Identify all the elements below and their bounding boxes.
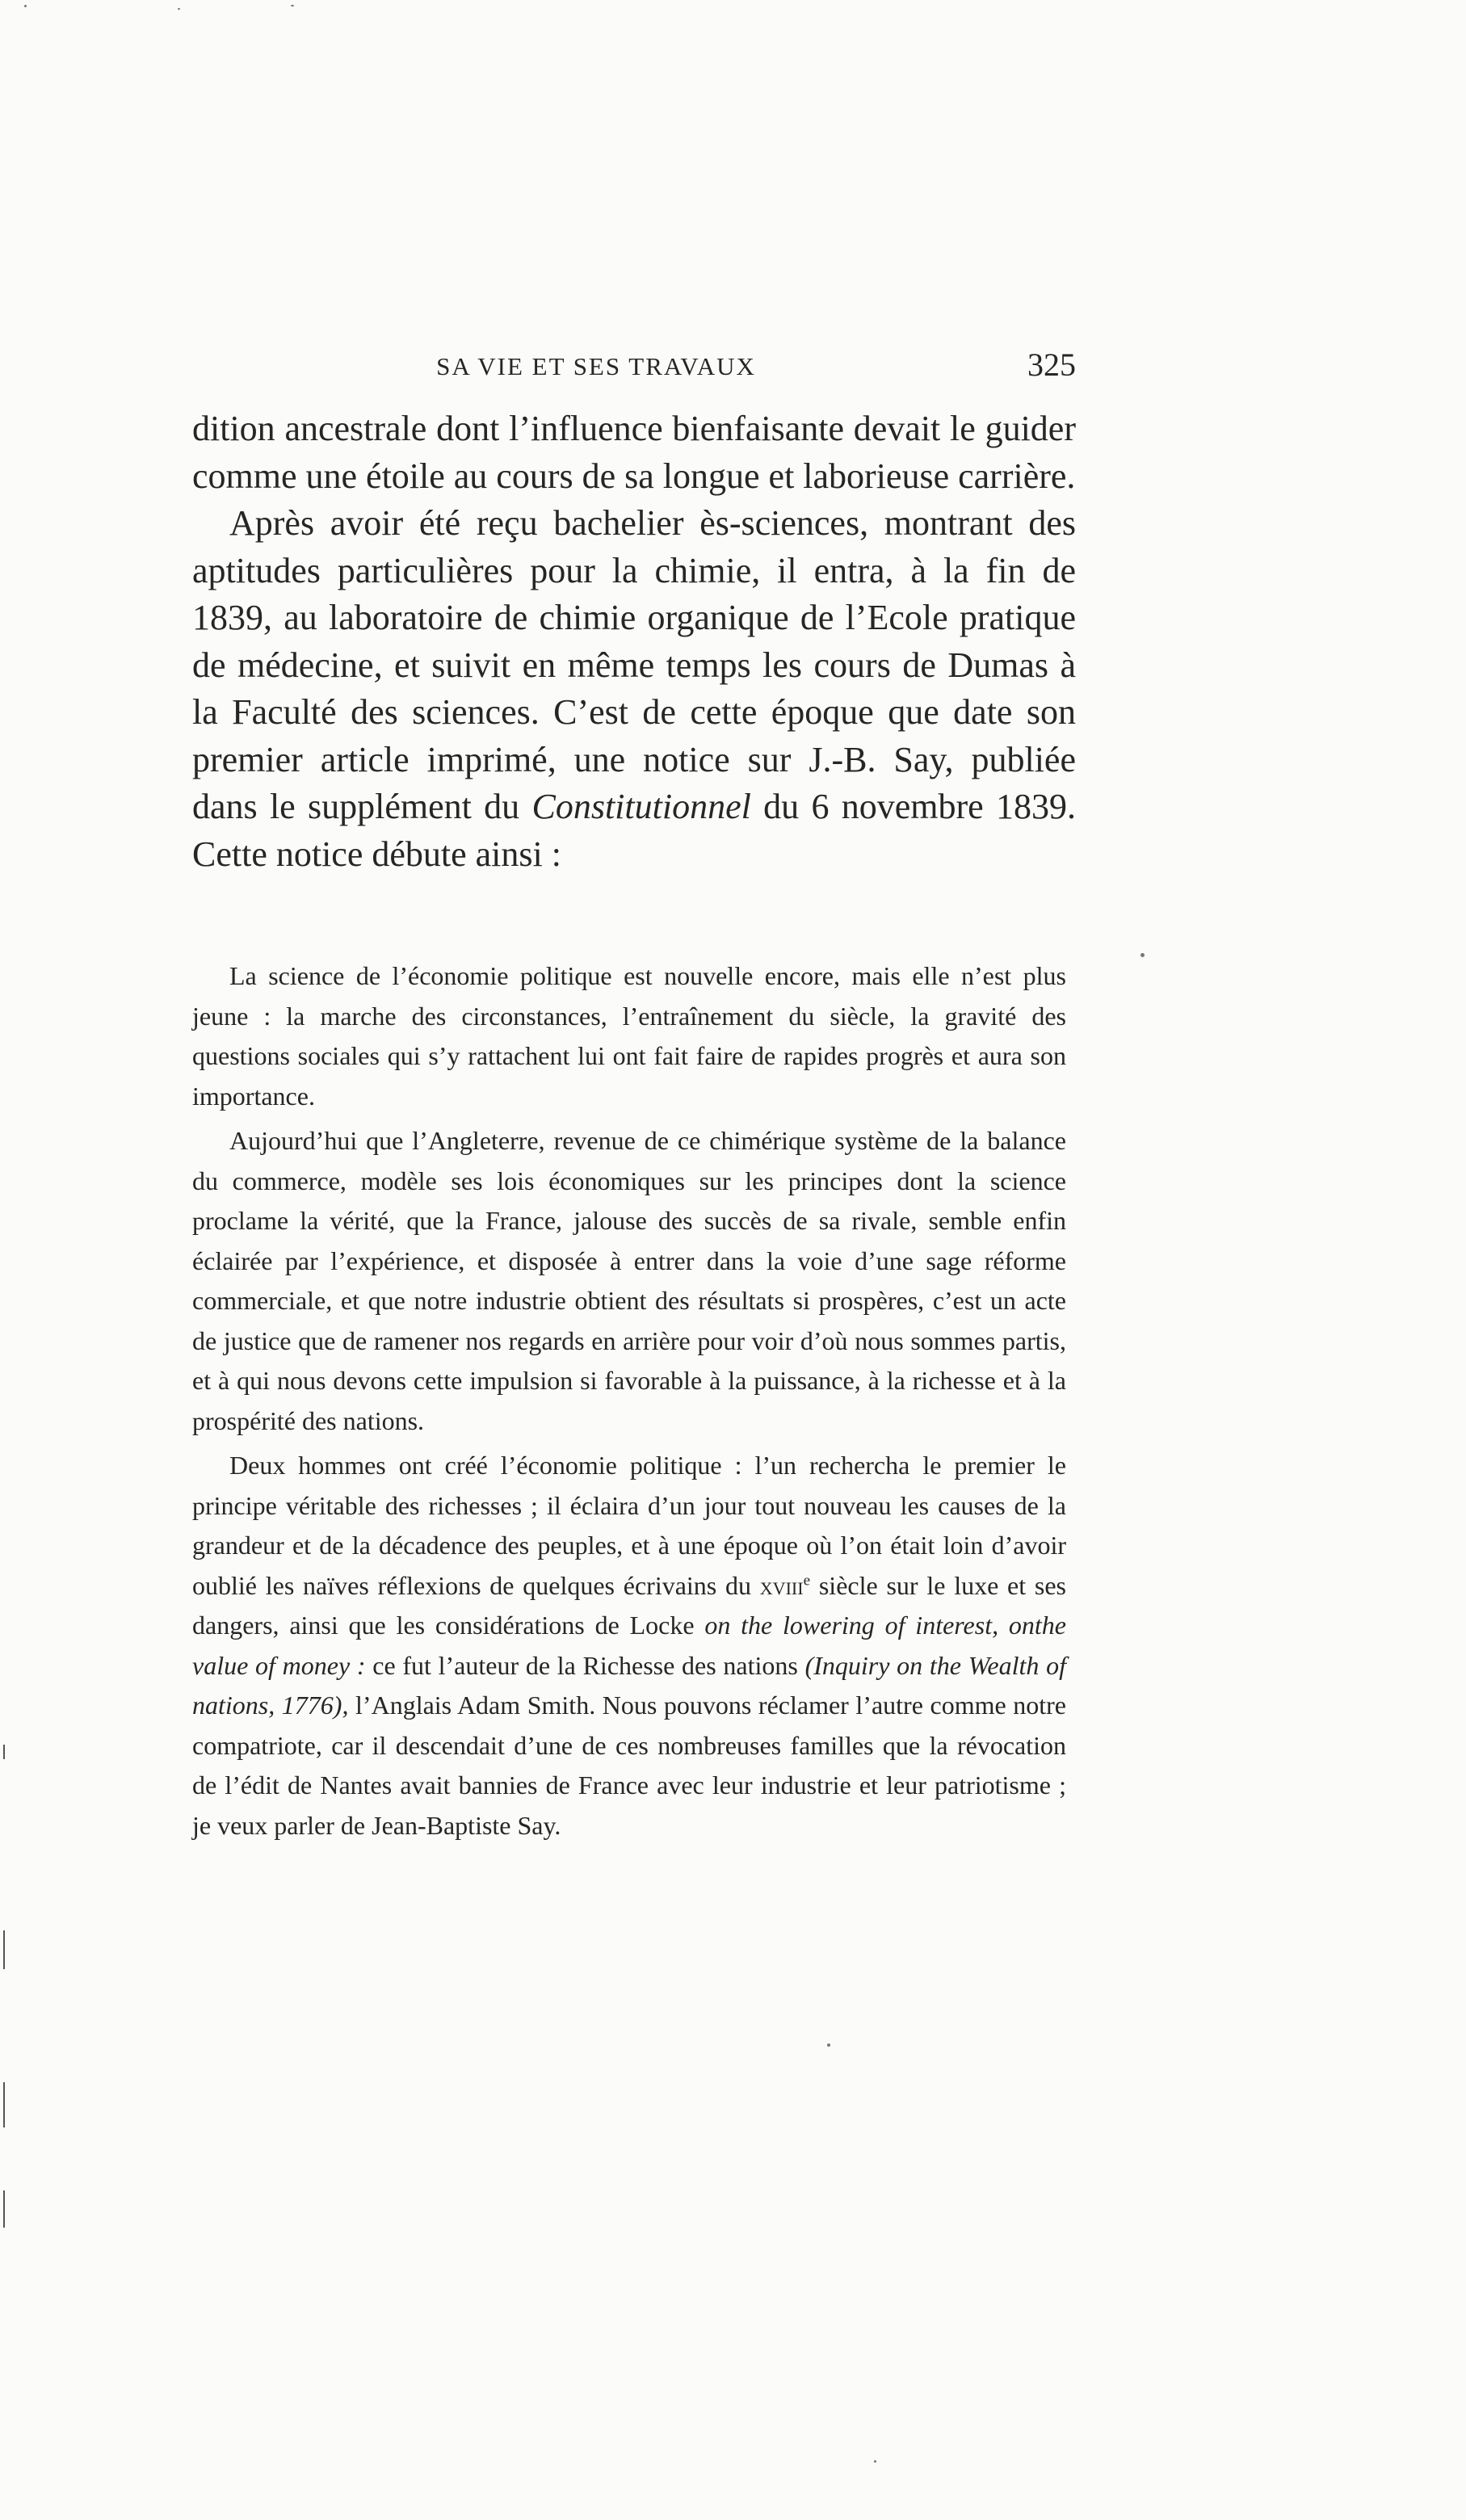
running-header [192,346,1076,394]
margin-mark [3,2190,5,2228]
quote-text: l’Anglais Adam Smith. Nous pouvons réclamer l’autre comme notre compatriote, car il descendait d’une de ces nombreuses familles que la révocation de l’édit de Nantes avait bannies de France avec leur industrie et leur patriotisme ; je veux parler de Jean-Baptiste Say. [192,1690,1067,1840]
margin-mark [3,1930,5,1969]
block-quote [192,956,1066,1850]
speck [24,5,27,7]
page-number: 325 [1027,346,1076,383]
newspaper-title: Constitutionnel [531,787,751,826]
quote-text: Deux hommes ont créé l’économie politique : l’un rechercha le premier le principe véritable des richesses ; il éclaira d’un jour tout nouveau les causes de la grandeur et de la décadence des peuples, et à une époque où l’on était loin d’avoir oublié les naïves réflexions de quelques écrivains du [192,1451,1066,1600]
quote-text: siècle sur le luxe et ses dangers, ainsi que les considérations de Locke [192,1570,1067,1640]
quote-paragraph-2: Aujourd’hui que l’Angleterre, revenue de ce chimérique système de la balance du commerce, modèle ses lois économiques sur les principes dont la science proclame la vérité, que la France, jalouse des succès de sa rivale, semble enfin éclairée par l’expérience, et disposée à entrer dans la voie d’une sage réforme commerciale, et que notre industrie obtient des résultats si prospères, c’est un acte de justice que de ramener nos regards en arrière pour voir d’où nous sommes partis, et à qui nous devons cette impulsion si favorable à la puissance, à la richesse et à la prospérité des nations. [192,1126,1066,1435]
smith-title: (Inquiry on the Wealth of nations, 1776), [192,1650,1066,1720]
century-superscript: e [803,1571,811,1589]
speck [874,2460,876,2463]
margin-mark [3,1745,5,1759]
locke-title: on the lowering of interest, onthe value of money : [192,1611,1067,1680]
century-numeral: xviii [759,1570,804,1600]
margin-mark [3,2082,5,2127]
quote-paragraph-3 [192,1446,1066,1846]
speck [827,2043,830,2047]
body-text [192,405,1076,878]
paragraph-biography [192,500,1076,878]
speck [178,8,180,10]
quote-paragraph-1: La science de l’économie politique est nouvelle encore, mais elle n’est plus jeune : la marche des circonstances, l’entraînement du siècle, la gravité des questions sociales qui s’y rattachent lui ont fait faire de rapides progrès et aura son importance. [192,961,1066,1111]
speck [1140,953,1145,957]
running-title: SA VIE ET SES TRAVAUX [436,352,756,380]
paragraph-text: Après avoir été reçu bachelier ès-sciences, montrant des aptitudes particulières pour la chimie, il entra, à la fin de 1839, au laboratoire de chimie organique de l’Ecole pratique de médecine, et suivit en même temps les cours de Dumas à la Faculté des sciences. C’est de cette époque que date son premier article imprimé, une notice sur J.-B. Say, publiée dans le supplément du [192,503,1076,826]
paragraph-continuation: dition ancestrale dont l’influence bienfaisante devait le guider comme une étoile au cours de sa longue et laborieuse carrière. [192,409,1076,496]
speck [291,5,294,6]
quote-text: ce fut l’auteur de la Richesse des nations [365,1650,805,1680]
paragraph-text: du 6 novembre 1839. Cette notice débute ainsi : [192,787,1076,874]
